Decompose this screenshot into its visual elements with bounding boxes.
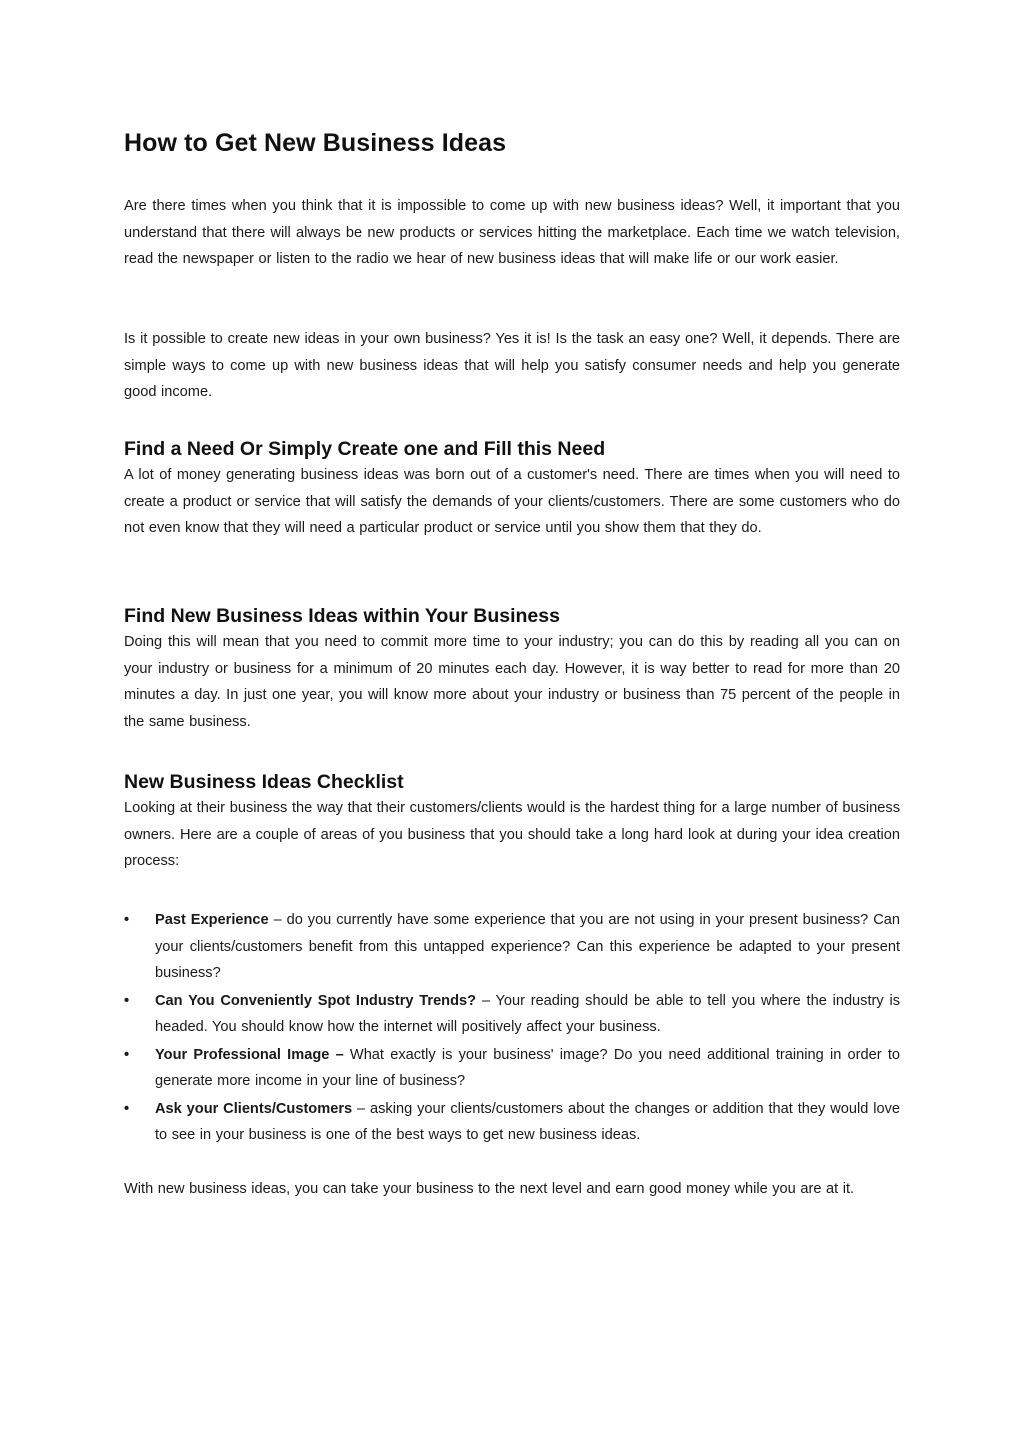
closing-block	[124, 1176, 900, 1203]
list-item	[124, 988, 900, 1041]
checklist	[124, 907, 900, 1149]
checklist-term: Can You Conveniently Spot Industry Trends?	[155, 992, 477, 1009]
section-paragraph: A lot of money generating business ideas was born out of a customer's need. There are times when you will need to create a product or service that will satisfy the demands of your clients/customers. There are some customers who do not even know that they will need a particular product or service until you show them that they do.	[124, 467, 900, 536]
list-item	[124, 907, 900, 987]
bullet-icon: •	[124, 1046, 130, 1063]
checklist-term: Past Experience	[155, 912, 269, 928]
section-within-business	[124, 603, 900, 735]
intro-paragraph: Are there times when you think that it is impossible to come up with new business ideas? Well, it important that you understand that there will always be new products or services hitting the marketplace. Each time we watch television, read the newspaper or listen to the radio we hear of new business ideas that will make life or our work easier.	[124, 198, 900, 267]
closing-paragraph: With new business ideas, you can take your business to the next level and earn good money while you are at it.	[124, 1181, 855, 1197]
bullet-icon: •	[124, 912, 130, 928]
list-item	[124, 1096, 900, 1149]
intro-paragraph-2-block	[124, 326, 900, 406]
section-paragraph: Looking at their business the way that their customers/clients would is the hardest thing for a large number of business owners. Here are a couple of areas of you business that you should take a long hard look at during your idea creation process:	[124, 800, 900, 869]
checklist-text: – asking your clients/customers about the changes or addition that they would love to see in your business is one of the best ways to get new business ideas.	[155, 1100, 900, 1143]
checklist-term: Your Professional Image –	[155, 1046, 344, 1063]
checklist-text: – Your reading should be able to tell you where the industry is headed. You should know how the internet will positively affect your business.	[155, 992, 900, 1035]
section-paragraph: Doing this will mean that you need to commit more time to your industry; you can do this by reading all you can on your industry or business for a minimum of 20 minutes each day. However, it is way better to read for more than 20 minutes a day. In just one year, you will know more about your industry or business than 75 percent of the people in the same business.	[124, 634, 900, 730]
page-title: How to Get New Business Ideas	[124, 129, 507, 157]
section-heading: Find a Need Or Simply Create one and Fill this Need	[124, 438, 606, 460]
bullet-icon: •	[124, 1100, 130, 1117]
checklist-text: – do you currently have some experience that you are not using in your present business? Can your clients/customers benefit from this untapped experience? Can this experience be adapted to your present business?	[155, 912, 900, 981]
list-item	[124, 1042, 900, 1095]
checklist-text: What exactly is your business' image? Do you need additional training in order to generate more income in your line of business?	[155, 1046, 900, 1089]
intro-paragraph: Is it possible to create new ideas in your own business? Yes it is! Is the task an easy one? Well, it depends. There are simple ways to come up with new business ideas that will help you satisfy consumer needs and help you generate good income.	[124, 331, 900, 400]
checklist-term: Ask your Clients/Customers	[155, 1100, 353, 1117]
section-checklist	[124, 769, 900, 875]
intro-paragraph-1-block	[124, 193, 900, 273]
checklist-block	[124, 907, 900, 1150]
section-find-a-need	[124, 436, 900, 542]
section-heading: New Business Ideas Checklist	[124, 771, 404, 793]
section-heading: Find New Business Ideas within Your Business	[124, 605, 560, 627]
bullet-icon: •	[124, 992, 130, 1009]
